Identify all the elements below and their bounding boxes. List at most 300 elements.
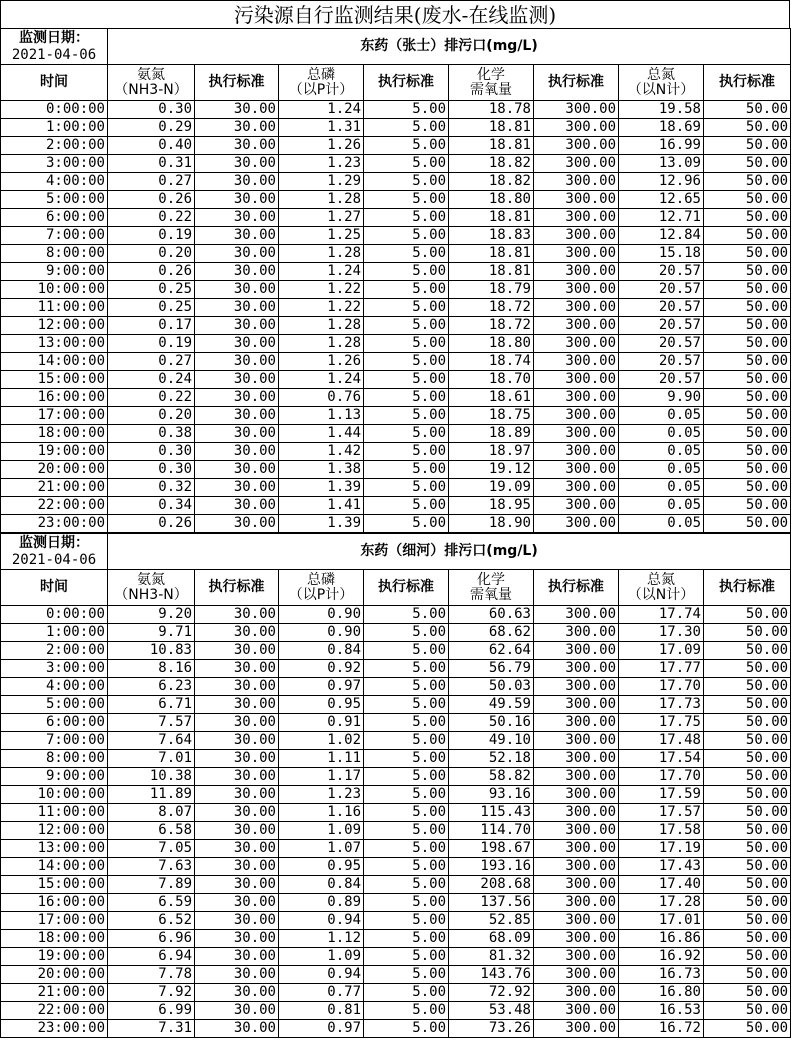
time-cell: 16:00:00 — [1, 389, 108, 407]
phosphorus-cell: 1.38 — [279, 461, 364, 479]
nitrogen-cell: 20.57 — [619, 281, 704, 299]
cod-cell: 198.67 — [449, 840, 534, 858]
nitrogen-standard-cell: 50.00 — [704, 1002, 791, 1020]
nitrogen-standard-cell: 50.00 — [704, 173, 791, 191]
ammonia-cell: 0.34 — [108, 497, 195, 515]
ammonia-standard-cell: 30.00 — [195, 966, 279, 984]
col-standard: 执行标准 — [364, 570, 449, 606]
time-cell: 11:00:00 — [1, 299, 108, 317]
table-row — [1, 696, 791, 714]
phosphorus-cell: 1.29 — [279, 173, 364, 191]
nitrogen-standard-cell: 50.00 — [704, 678, 791, 696]
ammonia-cell: 6.71 — [108, 696, 195, 714]
monitoring-date — [1, 29, 108, 65]
cod-standard-cell: 300.00 — [534, 678, 619, 696]
table-row — [1, 263, 791, 281]
nitrogen-standard-cell: 50.00 — [704, 948, 791, 966]
nitrogen-standard-cell: 50.00 — [704, 389, 791, 407]
ammonia-standard-cell: 30.00 — [195, 245, 279, 263]
nitrogen-standard-cell: 50.00 — [704, 732, 791, 750]
time-cell: 2:00:00 — [1, 642, 108, 660]
time-cell: 22:00:00 — [1, 1002, 108, 1020]
table-row — [1, 606, 791, 624]
cod-standard-cell: 300.00 — [534, 155, 619, 173]
nitrogen-standard-cell: 50.00 — [704, 227, 791, 245]
time-cell: 21:00:00 — [1, 479, 108, 497]
time-cell: 15:00:00 — [1, 876, 108, 894]
ammonia-standard-cell: 30.00 — [195, 155, 279, 173]
ammonia-standard-cell: 30.00 — [195, 461, 279, 479]
cod-standard-cell: 300.00 — [534, 173, 619, 191]
cod-standard-cell: 300.00 — [534, 209, 619, 227]
cod-standard-cell: 300.00 — [534, 335, 619, 353]
phosphorus-standard-cell: 5.00 — [364, 1020, 449, 1038]
table-row — [1, 101, 791, 119]
nitrogen-cell: 20.57 — [619, 317, 704, 335]
monitoring-table-1 — [0, 28, 791, 533]
nitrogen-cell: 12.96 — [619, 173, 704, 191]
ammonia-cell: 7.05 — [108, 840, 195, 858]
nitrogen-cell: 17.19 — [619, 840, 704, 858]
col-standard: 执行标准 — [195, 570, 279, 606]
outlet-name: 东药（张士）排污口(mg/L) — [108, 29, 791, 65]
ammonia-cell: 7.01 — [108, 750, 195, 768]
nitrogen-cell: 17.58 — [619, 822, 704, 840]
phosphorus-cell: 1.09 — [279, 948, 364, 966]
cod-cell: 50.03 — [449, 678, 534, 696]
ammonia-standard-cell: 30.00 — [195, 137, 279, 155]
nitrogen-cell: 17.57 — [619, 804, 704, 822]
table-row — [1, 966, 791, 984]
phosphorus-standard-cell: 5.00 — [364, 335, 449, 353]
cod-cell: 52.85 — [449, 912, 534, 930]
ammonia-standard-cell: 30.00 — [195, 750, 279, 768]
ammonia-standard-cell: 30.00 — [195, 173, 279, 191]
nitrogen-cell: 16.99 — [619, 137, 704, 155]
cod-standard-cell: 300.00 — [534, 101, 619, 119]
date-value: 2021-04-06 — [11, 551, 97, 568]
ammonia-standard-cell: 30.00 — [195, 912, 279, 930]
nitrogen-standard-cell: 50.00 — [704, 371, 791, 389]
col-phosphorus: 总磷 （以P计） — [279, 570, 364, 606]
ammonia-cell: 0.31 — [108, 155, 195, 173]
ammonia-cell: 7.57 — [108, 714, 195, 732]
cod-standard-cell: 300.00 — [534, 137, 619, 155]
ammonia-standard-cell: 30.00 — [195, 804, 279, 822]
cod-cell: 93.16 — [449, 786, 534, 804]
ammonia-standard-cell: 30.00 — [195, 948, 279, 966]
nitrogen-standard-cell: 50.00 — [704, 119, 791, 137]
phosphorus-cell: 1.27 — [279, 209, 364, 227]
table-row — [1, 443, 791, 461]
phosphorus-cell: 0.81 — [279, 1002, 364, 1020]
cod-standard-cell: 300.00 — [534, 606, 619, 624]
phosphorus-cell: 0.77 — [279, 984, 364, 1002]
cod-cell: 62.64 — [449, 642, 534, 660]
table-row — [1, 389, 791, 407]
nitrogen-standard-cell: 50.00 — [704, 137, 791, 155]
phosphorus-standard-cell: 5.00 — [364, 227, 449, 245]
nitrogen-cell: 9.90 — [619, 389, 704, 407]
phosphorus-cell: 0.90 — [279, 606, 364, 624]
table-row — [1, 119, 791, 137]
phosphorus-cell: 1.12 — [279, 930, 364, 948]
ammonia-standard-cell: 30.00 — [195, 876, 279, 894]
phosphorus-cell: 1.25 — [279, 227, 364, 245]
phosphorus-cell: 1.22 — [279, 299, 364, 317]
cod-standard-cell: 300.00 — [534, 966, 619, 984]
nitrogen-standard-cell: 50.00 — [704, 479, 791, 497]
nitrogen-cell: 13.09 — [619, 155, 704, 173]
time-cell: 18:00:00 — [1, 425, 108, 443]
nitrogen-cell: 17.70 — [619, 768, 704, 786]
cod-cell: 58.82 — [449, 768, 534, 786]
cod-standard-cell: 300.00 — [534, 299, 619, 317]
cod-cell: 137.56 — [449, 894, 534, 912]
table-row — [1, 732, 791, 750]
time-cell: 15:00:00 — [1, 371, 108, 389]
time-cell: 9:00:00 — [1, 263, 108, 281]
time-cell: 5:00:00 — [1, 696, 108, 714]
cod-standard-cell: 300.00 — [534, 119, 619, 137]
nitrogen-cell: 17.43 — [619, 858, 704, 876]
phosphorus-standard-cell: 5.00 — [364, 119, 449, 137]
nitrogen-cell: 17.77 — [619, 660, 704, 678]
phosphorus-standard-cell: 5.00 — [364, 966, 449, 984]
table-row — [1, 822, 791, 840]
ammonia-standard-cell: 30.00 — [195, 930, 279, 948]
ammonia-cell: 6.58 — [108, 822, 195, 840]
cod-standard-cell: 300.00 — [534, 768, 619, 786]
phosphorus-cell: 1.42 — [279, 443, 364, 461]
cod-standard-cell: 300.00 — [534, 912, 619, 930]
table-row — [1, 155, 791, 173]
cod-standard-cell: 300.00 — [534, 371, 619, 389]
ammonia-standard-cell: 30.00 — [195, 263, 279, 281]
cod-cell: 18.89 — [449, 425, 534, 443]
cod-standard-cell: 300.00 — [534, 515, 619, 533]
cod-cell: 18.78 — [449, 101, 534, 119]
ammonia-standard-cell: 30.00 — [195, 1002, 279, 1020]
ammonia-cell: 6.94 — [108, 948, 195, 966]
cod-cell: 18.72 — [449, 299, 534, 317]
phosphorus-cell: 1.26 — [279, 353, 364, 371]
ammonia-standard-cell: 30.00 — [195, 515, 279, 533]
phosphorus-standard-cell: 5.00 — [364, 353, 449, 371]
nitrogen-standard-cell: 50.00 — [704, 912, 791, 930]
cod-standard-cell: 300.00 — [534, 263, 619, 281]
phosphorus-cell: 1.28 — [279, 335, 364, 353]
phosphorus-cell: 0.94 — [279, 912, 364, 930]
ammonia-cell: 7.89 — [108, 876, 195, 894]
outlet-name: 东药（细河）排污口(mg/L) — [108, 534, 791, 570]
ammonia-cell: 6.99 — [108, 1002, 195, 1020]
cod-cell: 114.70 — [449, 822, 534, 840]
cod-cell: 68.62 — [449, 624, 534, 642]
cod-standard-cell: 300.00 — [534, 479, 619, 497]
cod-standard-cell: 300.00 — [534, 245, 619, 263]
column-header-row — [1, 65, 791, 101]
date-label: 监测日期： — [19, 534, 89, 551]
time-cell: 19:00:00 — [1, 443, 108, 461]
table-row — [1, 1020, 791, 1038]
nitrogen-cell: 15.18 — [619, 245, 704, 263]
phosphorus-cell: 0.89 — [279, 894, 364, 912]
cod-standard-cell: 300.00 — [534, 876, 619, 894]
ammonia-cell: 0.22 — [108, 209, 195, 227]
cod-standard-cell: 300.00 — [534, 642, 619, 660]
table-row — [1, 840, 791, 858]
cod-standard-cell: 300.00 — [534, 714, 619, 732]
phosphorus-cell: 1.31 — [279, 119, 364, 137]
cod-standard-cell: 300.00 — [534, 732, 619, 750]
nitrogen-cell: 12.71 — [619, 209, 704, 227]
phosphorus-standard-cell: 5.00 — [364, 515, 449, 533]
ammonia-cell: 0.26 — [108, 515, 195, 533]
cod-standard-cell: 300.00 — [534, 858, 619, 876]
ammonia-cell: 0.30 — [108, 101, 195, 119]
cod-standard-cell: 300.00 — [534, 317, 619, 335]
ammonia-cell: 0.26 — [108, 263, 195, 281]
cod-cell: 19.12 — [449, 461, 534, 479]
nitrogen-cell: 17.48 — [619, 732, 704, 750]
time-cell: 12:00:00 — [1, 822, 108, 840]
table-row — [1, 371, 791, 389]
phosphorus-cell: 1.09 — [279, 822, 364, 840]
phosphorus-standard-cell: 5.00 — [364, 425, 449, 443]
ammonia-cell: 6.59 — [108, 894, 195, 912]
time-cell: 7:00:00 — [1, 227, 108, 245]
nitrogen-cell: 20.57 — [619, 371, 704, 389]
cod-standard-cell: 300.00 — [534, 1002, 619, 1020]
cod-standard-cell: 300.00 — [534, 840, 619, 858]
phosphorus-cell: 1.39 — [279, 479, 364, 497]
cod-standard-cell: 300.00 — [534, 389, 619, 407]
cod-cell: 18.82 — [449, 155, 534, 173]
time-cell: 19:00:00 — [1, 948, 108, 966]
nitrogen-standard-cell: 50.00 — [704, 858, 791, 876]
cod-cell: 18.81 — [449, 245, 534, 263]
nitrogen-cell: 17.70 — [619, 678, 704, 696]
table-row — [1, 876, 791, 894]
col-time: 时间 — [1, 65, 108, 101]
nitrogen-cell: 12.65 — [619, 191, 704, 209]
cod-cell: 18.72 — [449, 317, 534, 335]
ammonia-cell: 0.22 — [108, 389, 195, 407]
time-cell: 3:00:00 — [1, 660, 108, 678]
ammonia-standard-cell: 30.00 — [195, 119, 279, 137]
ammonia-cell: 0.17 — [108, 317, 195, 335]
ammonia-standard-cell: 30.00 — [195, 984, 279, 1002]
nitrogen-standard-cell: 50.00 — [704, 317, 791, 335]
table-row — [1, 245, 791, 263]
table-row — [1, 786, 791, 804]
table-row — [1, 227, 791, 245]
phosphorus-standard-cell: 5.00 — [364, 930, 449, 948]
ammonia-standard-cell: 30.00 — [195, 335, 279, 353]
nitrogen-cell: 16.80 — [619, 984, 704, 1002]
nitrogen-cell: 20.57 — [619, 353, 704, 371]
ammonia-standard-cell: 30.00 — [195, 353, 279, 371]
nitrogen-standard-cell: 50.00 — [704, 984, 791, 1002]
nitrogen-cell: 20.57 — [619, 263, 704, 281]
phosphorus-standard-cell: 5.00 — [364, 642, 449, 660]
cod-cell: 18.75 — [449, 407, 534, 425]
ammonia-cell: 0.26 — [108, 191, 195, 209]
ammonia-cell: 6.23 — [108, 678, 195, 696]
cod-cell: 18.79 — [449, 281, 534, 299]
phosphorus-standard-cell: 5.00 — [364, 714, 449, 732]
phosphorus-standard-cell: 5.00 — [364, 894, 449, 912]
phosphorus-standard-cell: 5.00 — [364, 606, 449, 624]
nitrogen-cell: 18.69 — [619, 119, 704, 137]
time-cell: 14:00:00 — [1, 858, 108, 876]
nitrogen-standard-cell: 50.00 — [704, 822, 791, 840]
cod-cell: 18.82 — [449, 173, 534, 191]
phosphorus-cell: 1.16 — [279, 804, 364, 822]
ammonia-cell: 0.32 — [108, 479, 195, 497]
cod-standard-cell: 300.00 — [534, 227, 619, 245]
nitrogen-standard-cell: 50.00 — [704, 191, 791, 209]
time-cell: 1:00:00 — [1, 624, 108, 642]
table-row — [1, 317, 791, 335]
time-cell: 17:00:00 — [1, 407, 108, 425]
nitrogen-cell: 17.40 — [619, 876, 704, 894]
ammonia-cell: 8.16 — [108, 660, 195, 678]
ammonia-standard-cell: 30.00 — [195, 660, 279, 678]
nitrogen-cell: 17.01 — [619, 912, 704, 930]
nitrogen-standard-cell: 50.00 — [704, 245, 791, 263]
nitrogen-standard-cell: 50.00 — [704, 155, 791, 173]
ammonia-standard-cell: 30.00 — [195, 371, 279, 389]
ammonia-cell: 0.29 — [108, 119, 195, 137]
col-standard: 执行标准 — [534, 65, 619, 101]
nitrogen-standard-cell: 50.00 — [704, 966, 791, 984]
ammonia-cell: 9.71 — [108, 624, 195, 642]
time-cell: 1:00:00 — [1, 119, 108, 137]
phosphorus-cell: 1.44 — [279, 425, 364, 443]
phosphorus-standard-cell: 5.00 — [364, 750, 449, 768]
phosphorus-cell: 1.28 — [279, 191, 364, 209]
table-row — [1, 209, 791, 227]
nitrogen-cell: 17.30 — [619, 624, 704, 642]
table-row — [1, 1002, 791, 1020]
col-cod: 化学 需氧量 — [449, 65, 534, 101]
ammonia-cell: 0.20 — [108, 407, 195, 425]
time-cell: 17:00:00 — [1, 912, 108, 930]
nitrogen-cell: 17.28 — [619, 894, 704, 912]
ammonia-cell: 6.52 — [108, 912, 195, 930]
time-cell: 11:00:00 — [1, 804, 108, 822]
phosphorus-standard-cell: 5.00 — [364, 696, 449, 714]
nitrogen-standard-cell: 50.00 — [704, 1020, 791, 1038]
time-cell: 0:00:00 — [1, 606, 108, 624]
cod-cell: 18.81 — [449, 209, 534, 227]
phosphorus-standard-cell: 5.00 — [364, 678, 449, 696]
time-cell: 22:00:00 — [1, 497, 108, 515]
table-row — [1, 191, 791, 209]
phosphorus-cell: 0.94 — [279, 966, 364, 984]
ammonia-standard-cell: 30.00 — [195, 840, 279, 858]
column-header-row — [1, 570, 791, 606]
nitrogen-standard-cell: 50.00 — [704, 461, 791, 479]
cod-cell: 53.48 — [449, 1002, 534, 1020]
time-cell: 3:00:00 — [1, 155, 108, 173]
table-row — [1, 137, 791, 155]
nitrogen-cell: 0.05 — [619, 425, 704, 443]
phosphorus-cell: 0.97 — [279, 678, 364, 696]
phosphorus-cell: 1.17 — [279, 768, 364, 786]
ammonia-standard-cell: 30.00 — [195, 858, 279, 876]
nitrogen-standard-cell: 50.00 — [704, 714, 791, 732]
col-standard: 执行标准 — [364, 65, 449, 101]
nitrogen-standard-cell: 50.00 — [704, 425, 791, 443]
nitrogen-standard-cell: 50.00 — [704, 750, 791, 768]
ammonia-cell: 10.83 — [108, 642, 195, 660]
phosphorus-standard-cell: 5.00 — [364, 173, 449, 191]
cod-standard-cell: 300.00 — [534, 786, 619, 804]
cod-cell: 52.18 — [449, 750, 534, 768]
time-cell: 7:00:00 — [1, 732, 108, 750]
nitrogen-standard-cell: 50.00 — [704, 696, 791, 714]
table-row — [1, 281, 791, 299]
date-label: 监测日期： — [19, 29, 89, 46]
phosphorus-standard-cell: 5.00 — [364, 137, 449, 155]
nitrogen-cell: 20.57 — [619, 299, 704, 317]
phosphorus-standard-cell: 5.00 — [364, 948, 449, 966]
cod-standard-cell: 300.00 — [534, 660, 619, 678]
time-cell: 2:00:00 — [1, 137, 108, 155]
table-row — [1, 624, 791, 642]
col-standard: 执行标准 — [534, 570, 619, 606]
cod-standard-cell: 300.00 — [534, 425, 619, 443]
cod-standard-cell: 300.00 — [534, 281, 619, 299]
phosphorus-cell: 0.84 — [279, 642, 364, 660]
cod-standard-cell: 300.00 — [534, 930, 619, 948]
phosphorus-standard-cell: 5.00 — [364, 876, 449, 894]
time-cell: 4:00:00 — [1, 678, 108, 696]
phosphorus-cell: 1.23 — [279, 155, 364, 173]
table-row — [1, 335, 791, 353]
phosphorus-cell: 1.02 — [279, 732, 364, 750]
ammonia-standard-cell: 30.00 — [195, 642, 279, 660]
cod-cell: 115.43 — [449, 804, 534, 822]
phosphorus-standard-cell: 5.00 — [364, 822, 449, 840]
nitrogen-cell: 0.05 — [619, 479, 704, 497]
ammonia-standard-cell: 30.00 — [195, 407, 279, 425]
phosphorus-cell: 1.23 — [279, 786, 364, 804]
time-cell: 12:00:00 — [1, 317, 108, 335]
cod-standard-cell: 300.00 — [534, 948, 619, 966]
nitrogen-cell: 19.58 — [619, 101, 704, 119]
ammonia-standard-cell: 30.00 — [195, 281, 279, 299]
nitrogen-cell: 16.72 — [619, 1020, 704, 1038]
nitrogen-standard-cell: 50.00 — [704, 768, 791, 786]
ammonia-standard-cell: 30.00 — [195, 425, 279, 443]
cod-cell: 18.80 — [449, 335, 534, 353]
date-value: 2021-04-06 — [11, 46, 97, 63]
nitrogen-standard-cell: 50.00 — [704, 353, 791, 371]
cod-cell: 18.83 — [449, 227, 534, 245]
nitrogen-cell: 17.59 — [619, 786, 704, 804]
cod-cell: 49.59 — [449, 696, 534, 714]
table-row — [1, 948, 791, 966]
phosphorus-cell: 1.07 — [279, 840, 364, 858]
nitrogen-cell: 16.73 — [619, 966, 704, 984]
ammonia-cell: 9.20 — [108, 606, 195, 624]
nitrogen-standard-cell: 50.00 — [704, 443, 791, 461]
phosphorus-standard-cell: 5.00 — [364, 768, 449, 786]
